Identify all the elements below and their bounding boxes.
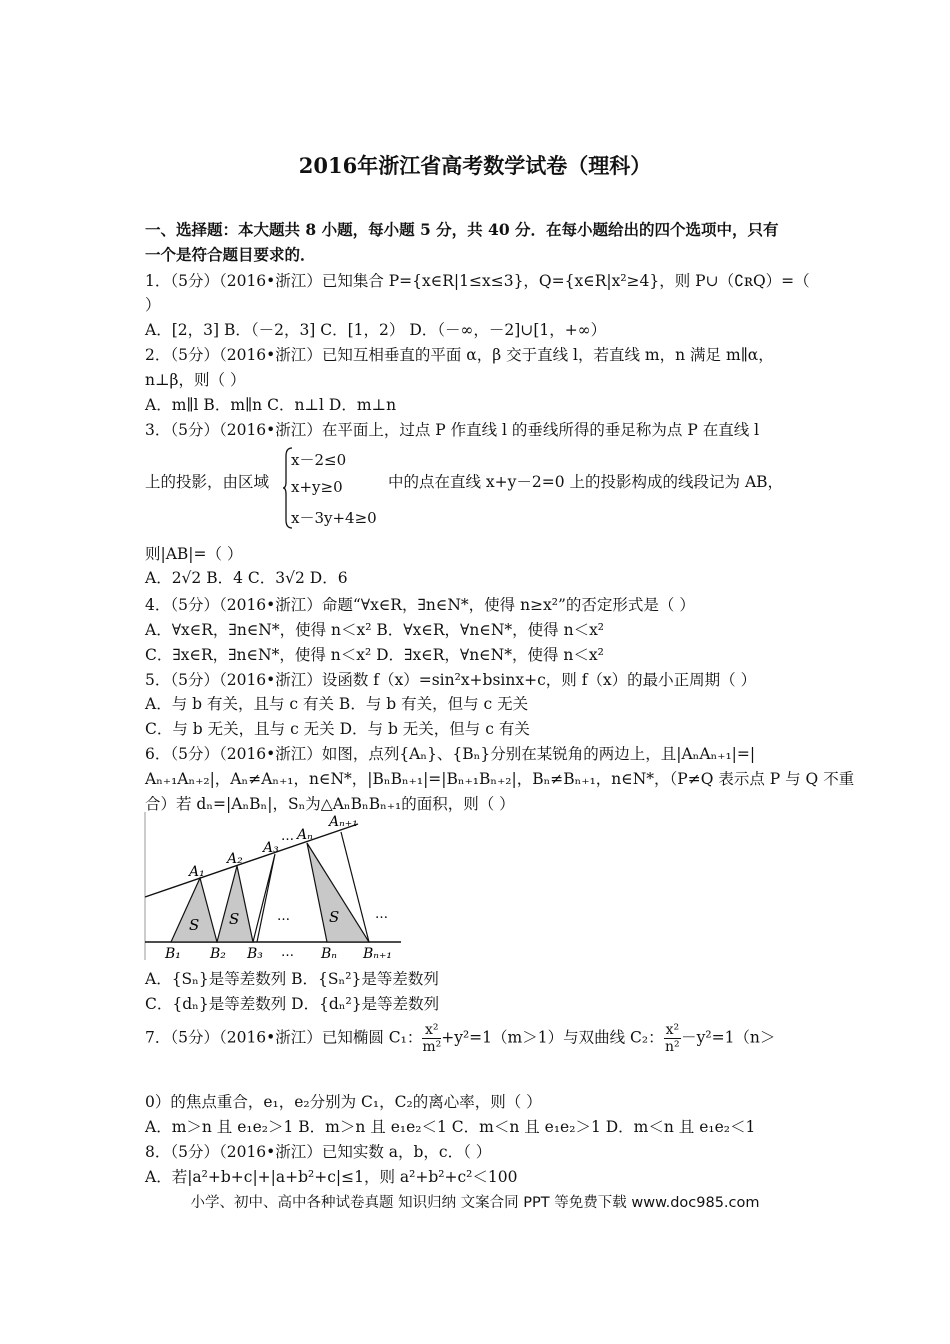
label-dots-right: …: [375, 907, 388, 922]
q1-options: A．[2，3] B．（－2，3] C．[1，2） D．（－∞，－2]∪[1，+∞）: [145, 321, 607, 339]
q4-options-cd: C．∃x∈R，∃n∈N*，使得 n＜x² D．∃x∈R，∀n∈N*，使得 n＜x²: [145, 646, 604, 664]
q4-stem: 4．（5分）（2016•浙江）命题“∀x∈R，∃n∈N*，使得 n≥x²”的否定形式是（ ）: [145, 596, 695, 614]
q4-options-ab: A．∀x∈R，∃n∈N*，使得 n＜x² B．∀x∈R，∀n∈N*，使得 n＜x²: [145, 621, 605, 639]
label-dots-mid: …: [277, 909, 290, 924]
q2-stem-cont: n⊥β，则（ ）: [145, 371, 246, 389]
q3-stem: 3．（5分）（2016•浙江）在平面上，过点 P 作直线 l 的垂线所得的垂足称为点 P 在直线 l: [145, 421, 760, 439]
label-an1: Aₙ₊₁: [329, 814, 358, 830]
q7-frac1-den: m²: [422, 1039, 442, 1055]
q6-stem-cont: Aₙ₊₁Aₙ₊₂|，Aₙ≠Aₙ₊₁，n∈N*，|BₙBₙ₊₁|=|Bₙ₊₁Bₙ₊₂|，Bₙ≠Bₙ₊₁，n∈N*，（P≠Q 表示点 P 与 Q 不重: [145, 770, 855, 788]
q7-mid: +y²=1（m＞1）与双曲线 C₂：: [441, 1028, 664, 1047]
q6-options-cd: C．{dₙ}是等差数列 D．{dₙ²}是等差数列: [145, 995, 440, 1013]
q6-stem-cont2: 合）若 dₙ=|AₙBₙ|，Sₙ为△AₙBₙBₙ₊₁的面积，则（ ）: [145, 795, 515, 813]
label-an: Aₙ: [297, 827, 313, 843]
q7-frac1-num: x²: [422, 1022, 441, 1039]
q5-options-cd: C．与 b 无关，且与 c 无关 D．与 b 无关，但与 c 有关: [145, 720, 530, 738]
q8-option-a: A．若|a²+b+c|+|a+b²+c|≤1，则 a²+b²+c²＜100: [145, 1168, 518, 1186]
label-b3: B₃: [247, 946, 263, 960]
label-dots-top: …: [281, 829, 294, 844]
label-b1: B₁: [165, 946, 181, 960]
label-s2: S: [229, 910, 240, 928]
label-a3: A₃: [263, 840, 279, 856]
q6-options-ab: A．{Sₙ}是等差数列 B．{Sₙ²}是等差数列: [145, 970, 439, 988]
q7-fraction-2: [664, 1022, 682, 1055]
triangle-3-edge: [253, 854, 275, 942]
label-a2: A₂: [227, 851, 243, 867]
label-a1: A₁: [189, 864, 205, 880]
q3-ineq-1: x－2≤0: [291, 451, 347, 469]
q7-options: A．m＞n 且 e₁e₂＞1 B．m＞n 且 e₁e₂＜1 C．m＜n 且 e₁e₂＞1 D．m＜n 且 e₁e₂＜1: [145, 1118, 756, 1136]
section-heading-cont: 一个是符合题目要求的．: [145, 245, 316, 264]
q7-stem-cont: 0）的焦点重合，e₁，e₂分别为 C₁，C₂的离心率，则（ ）: [145, 1093, 542, 1111]
q7-frac2-den: n²: [665, 1039, 680, 1055]
label-bn: Bₙ: [321, 946, 337, 960]
q5-stem: 5．（5分）（2016•浙江）设函数 f（x）=sin²x+bsinx+c，则 f（x）的最小正周期（ ）: [145, 671, 757, 689]
triangle-n: [307, 843, 369, 942]
q5-options-ab: A．与 b 有关，且与 c 有关 B．与 b 有关，但与 c 无关: [145, 695, 529, 713]
triangle-2: [217, 866, 253, 942]
q2-options: A．m∥l B．m∥n C．n⊥l D．m⊥n: [145, 396, 397, 414]
q3-stem-cont: 则|AB|=（ ）: [145, 545, 243, 563]
page-title: 2016年浙江省高考数学试卷（理科）: [298, 153, 652, 178]
q3-options: A．2√2 B．4 C．3√2 D．6: [145, 569, 348, 587]
label-bn1: Bₙ₊₁: [363, 946, 392, 960]
q7-frac2-num: x²: [665, 1022, 680, 1038]
section-heading: 一、选择题：本大题共 8 小题，每小题 5 分，共 40 分．在每小题给出的四个选项中，只有: [145, 220, 779, 239]
footer-text: 小学、初中、高中各种试卷真题 知识归纳 文案合同 PPT 等免费下载 www.doc985.com: [190, 1195, 760, 1211]
q3-stem-right: 中的点在直线 x+y－2=0 上的投影构成的线段记为 AB，: [388, 473, 784, 491]
q6-figure: [143, 812, 403, 960]
q8-stem: 8．（5分）（2016•浙江）已知实数 a，b，c．（ ）: [145, 1143, 492, 1161]
q7-fraction-1: [422, 1022, 441, 1055]
q1-stem: 1．（5分）（2016•浙江）已知集合 P={x∈R|1≤x≤3}，Q={x∈R|x²≥4}，则 P∪（∁ʀQ）=（: [145, 272, 810, 290]
label-dots-bottom: …: [281, 945, 294, 960]
q3-stem-left: 上的投影，由区域: [145, 473, 270, 491]
q2-stem: 2．（5分）（2016•浙江）已知互相垂直的平面 α，β 交于直线 l，若直线 m，n 满足 m∥α，: [145, 346, 774, 364]
q3-ineq-2: x+y≥0: [291, 478, 343, 496]
q6-stem: 6．（5分）（2016•浙江）如图，点列{Aₙ}、{Bₙ}分别在某锐角的两边上，且|AₙAₙ₊₁|=|: [145, 745, 756, 763]
label-sn: S: [329, 908, 340, 926]
label-b2: B₂: [210, 946, 226, 960]
label-s1: S: [189, 916, 200, 934]
q1-stem-cont: ）: [145, 296, 161, 314]
q7-prefix: 7．（5分）（2016•浙江）已知椭圆 C₁：: [145, 1028, 423, 1047]
q7-stem: [145, 1022, 775, 1055]
q3-ineq-3: x－3y+4≥0: [291, 509, 377, 527]
q7-suffix: －y²=1（n＞: [681, 1028, 776, 1047]
